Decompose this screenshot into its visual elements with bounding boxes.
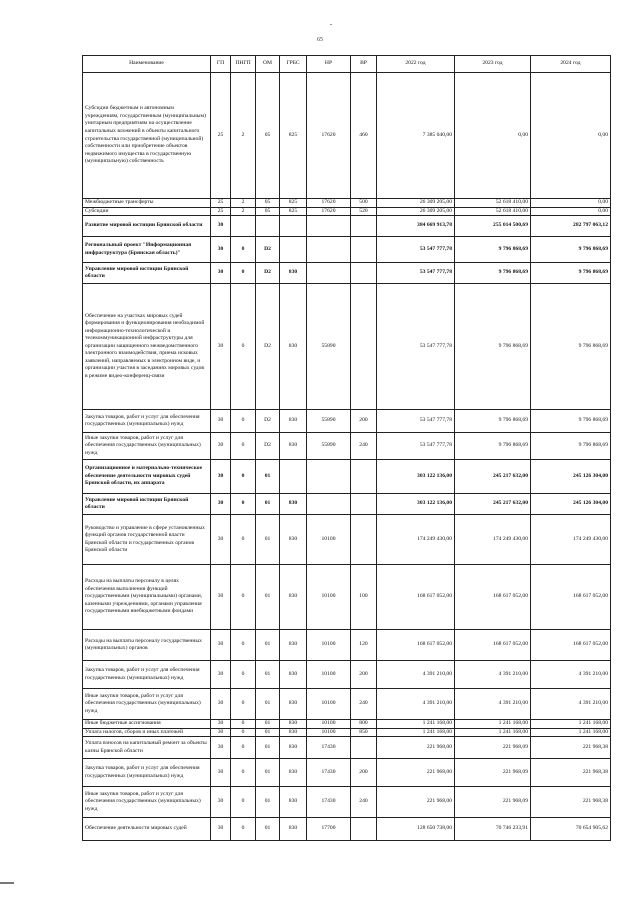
cell-gp: 30 bbox=[211, 818, 231, 841]
table-row bbox=[83, 759, 611, 787]
cell-grbs: 830 bbox=[280, 565, 307, 630]
table-row bbox=[83, 410, 611, 433]
cell-om: 01 bbox=[256, 515, 280, 565]
cell-vr bbox=[351, 460, 377, 494]
cell-y2022: 1 241 168,00 bbox=[377, 720, 455, 729]
cell-grbs bbox=[280, 460, 307, 494]
page-number: 65 bbox=[317, 37, 323, 43]
cell-grbs: 825 bbox=[280, 207, 307, 216]
table-row bbox=[83, 284, 611, 410]
cell-y2023: 0,00 bbox=[455, 73, 531, 199]
cell-y2024: 9 796 868,69 bbox=[531, 263, 611, 284]
cell-om: 05 bbox=[256, 207, 280, 216]
cell-pngp: 0 bbox=[231, 759, 256, 787]
cell-y2022: 53 547 777,78 bbox=[377, 410, 455, 433]
cell-y2023: 9 796 868,69 bbox=[455, 263, 531, 284]
cell-name: Расходы на выплаты персоналу в целях обеспечения выполнения функций государственными (муниципальными) органами, казенными учреждениями, органами управления государственными внебюджетными фондами bbox=[83, 565, 211, 630]
cell-y2022: 26 309 205,00 bbox=[377, 207, 455, 216]
cell-y2024: 0,00 bbox=[531, 207, 611, 216]
cell-pngp: 0 bbox=[231, 728, 256, 737]
cell-name: Закупка товаров, работ и услуг для обеспечения государственных (муниципальных) нужд bbox=[83, 759, 211, 787]
cell-y2024: 174 249 430,00 bbox=[531, 515, 611, 565]
cell-vr: 520 bbox=[351, 207, 377, 216]
cell-y2024: 4 391 210,00 bbox=[531, 689, 611, 720]
cell-gp: 25 bbox=[211, 207, 231, 216]
table-row bbox=[83, 689, 611, 720]
cell-pngp: 2 bbox=[231, 207, 256, 216]
cell-pngp: 0 bbox=[231, 284, 256, 410]
cell-y2022: 174 249 430,00 bbox=[377, 515, 455, 565]
cell-vr bbox=[351, 284, 377, 410]
cell-y2024: 168 617 052,00 bbox=[531, 630, 611, 661]
cell-pngp: 0 bbox=[231, 720, 256, 729]
cell-y2022: 4 391 210,00 bbox=[377, 661, 455, 689]
cell-y2022: 221 968,00 bbox=[377, 737, 455, 759]
table-header-row bbox=[83, 56, 611, 73]
cell-y2023: 245 217 632,00 bbox=[455, 460, 531, 494]
cell-nr bbox=[307, 263, 351, 284]
cell-pngp: 0 bbox=[231, 515, 256, 565]
cell-grbs: 830 bbox=[280, 433, 307, 460]
cell-nr: 17700 bbox=[307, 818, 351, 841]
cell-gp: 30 bbox=[211, 284, 231, 410]
cell-name: Руководство и управление в сфере установленных функций органов государственной власти Брянской области и государственных органов Брянской области bbox=[83, 515, 211, 565]
cell-grbs: 830 bbox=[280, 759, 307, 787]
cell-pngp: 0 bbox=[231, 237, 256, 263]
table-row bbox=[83, 720, 611, 729]
cell-om: 01 bbox=[256, 565, 280, 630]
cell-om bbox=[256, 216, 280, 237]
cell-vr bbox=[351, 737, 377, 759]
cell-grbs: 825 bbox=[280, 73, 307, 199]
cell-om: 01 bbox=[256, 460, 280, 494]
cell-name: Субсидии бюджетным и автономным учреждениям, государственным (муниципальным) унитарным предприятиям на осуществление капитальных вложений в объекты капитального строительства государственной (муниципальной) собственности или приобретение объектов недвижимого имущества в государственную (муниципальную) собственность bbox=[83, 73, 211, 199]
cell-nr: 10100 bbox=[307, 720, 351, 729]
cell-nr: 55890 bbox=[307, 433, 351, 460]
cell-name: Иные закупки товаров, работ и услуг для обеспечения государственных (муниципальных) нужд bbox=[83, 433, 211, 460]
cell-y2024: 221 968,38 bbox=[531, 787, 611, 818]
cell-pngp: 0 bbox=[231, 661, 256, 689]
cell-y2022: 7 385 040,00 bbox=[377, 73, 455, 199]
cell-y2023: 9 796 868,69 bbox=[455, 237, 531, 263]
cell-name: Субсидии bbox=[83, 207, 211, 216]
cell-y2023: 9 796 868,69 bbox=[455, 433, 531, 460]
cell-name: Закупка товаров, работ и услуг для обеспечения государственных (муниципальных) нужд bbox=[83, 410, 211, 433]
cell-grbs bbox=[280, 216, 307, 237]
cell-nr: 17430 bbox=[307, 759, 351, 787]
cell-nr: 55890 bbox=[307, 284, 351, 410]
cell-y2024: 9 796 868,69 bbox=[531, 284, 611, 410]
cell-nr: 10100 bbox=[307, 661, 351, 689]
cell-y2022: 53 547 777,78 bbox=[377, 433, 455, 460]
cell-y2024: 4 391 210,00 bbox=[531, 661, 611, 689]
cell-y2024: 1 241 168,00 bbox=[531, 728, 611, 737]
cell-y2023: 168 617 052,00 bbox=[455, 565, 531, 630]
cell-gp: 30 bbox=[211, 787, 231, 818]
cell-om: 05 bbox=[256, 199, 280, 208]
cell-pngp: 0 bbox=[231, 460, 256, 494]
cell-pngp: 0 bbox=[231, 433, 256, 460]
cell-y2024: 221 968,38 bbox=[531, 737, 611, 759]
cell-grbs bbox=[280, 237, 307, 263]
cell-gp: 30 bbox=[211, 661, 231, 689]
cell-vr bbox=[351, 818, 377, 841]
cell-pngp: 0 bbox=[231, 737, 256, 759]
cell-y2024: 9 796 868,69 bbox=[531, 433, 611, 460]
cell-y2023: 245 217 632,00 bbox=[455, 494, 531, 515]
cell-grbs: 830 bbox=[280, 818, 307, 841]
cell-om: 01 bbox=[256, 630, 280, 661]
cell-nr: 17620 bbox=[307, 73, 351, 199]
cell-grbs: 830 bbox=[280, 410, 307, 433]
cell-y2022: 384 669 913,78 bbox=[377, 216, 455, 237]
cell-vr: 200 bbox=[351, 410, 377, 433]
cell-nr bbox=[307, 216, 351, 237]
cell-pngp: 0 bbox=[231, 494, 256, 515]
cell-gp: 30 bbox=[211, 460, 231, 494]
table-row bbox=[83, 237, 611, 263]
cell-y2023: 221 968,09 bbox=[455, 787, 531, 818]
cell-gp: 30 bbox=[211, 515, 231, 565]
cell-pngp: 2 bbox=[231, 199, 256, 208]
cell-y2024: 282 797 063,12 bbox=[531, 216, 611, 237]
cell-gp: 30 bbox=[211, 759, 231, 787]
budget-table bbox=[82, 55, 611, 841]
column-header: 2022 год bbox=[377, 56, 455, 73]
cell-y2023: 9 796 868,69 bbox=[455, 284, 531, 410]
cell-y2024: 9 796 868,69 bbox=[531, 410, 611, 433]
cell-grbs: 830 bbox=[280, 630, 307, 661]
cell-om: D2 bbox=[256, 410, 280, 433]
cell-gp: 30 bbox=[211, 237, 231, 263]
cell-y2024: 168 617 052,00 bbox=[531, 565, 611, 630]
cell-y2022: 53 547 777,78 bbox=[377, 237, 455, 263]
cell-grbs: 825 bbox=[280, 199, 307, 208]
table-row bbox=[83, 73, 611, 199]
cell-y2022: 168 617 052,00 bbox=[377, 565, 455, 630]
cell-gp: 30 bbox=[211, 565, 231, 630]
cell-y2023: 221 968,09 bbox=[455, 737, 531, 759]
cell-name: Иные бюджетные ассигнования bbox=[83, 720, 211, 729]
cell-name: Региональный проект "Информационная инфраструктура (Брянская область)" bbox=[83, 237, 211, 263]
cell-nr: 17430 bbox=[307, 787, 351, 818]
cell-gp: 30 bbox=[211, 410, 231, 433]
cell-om: 01 bbox=[256, 689, 280, 720]
table-row bbox=[83, 207, 611, 216]
cell-y2023: 9 796 868,69 bbox=[455, 410, 531, 433]
cell-name: Организационное и материально-техническое обеспечение деятельности мировых судей Брянской области, их аппарата bbox=[83, 460, 211, 494]
column-header: ОМ bbox=[256, 56, 280, 73]
cell-vr: 240 bbox=[351, 787, 377, 818]
cell-name: Развитие мировой юстиции Брянской области bbox=[83, 216, 211, 237]
cell-om: 01 bbox=[256, 737, 280, 759]
cell-name: Управление мировой юстиции Брянской области bbox=[83, 494, 211, 515]
cell-nr: 10100 bbox=[307, 565, 351, 630]
table-row bbox=[83, 818, 611, 841]
cell-pngp: 0 bbox=[231, 410, 256, 433]
table-row bbox=[83, 460, 611, 494]
cell-grbs: 830 bbox=[280, 494, 307, 515]
column-header: 2024 год bbox=[531, 56, 611, 73]
cell-y2024: 221 968,38 bbox=[531, 759, 611, 787]
cell-y2022: 53 547 777,78 bbox=[377, 284, 455, 410]
cell-om: 01 bbox=[256, 661, 280, 689]
cell-gp: 25 bbox=[211, 73, 231, 199]
cell-grbs: 830 bbox=[280, 737, 307, 759]
cell-om: D2 bbox=[256, 237, 280, 263]
cell-om: D2 bbox=[256, 284, 280, 410]
cell-om: 01 bbox=[256, 818, 280, 841]
column-header: ВР bbox=[351, 56, 377, 73]
cell-gp: 30 bbox=[211, 720, 231, 729]
cell-name: Обеспечение деятельности мировых судей bbox=[83, 818, 211, 841]
cell-name: Уплата взносов на капитальный ремонт за объекты казны Брянской области bbox=[83, 737, 211, 759]
cell-y2023: 4 391 210,00 bbox=[455, 661, 531, 689]
cell-y2024: 245 126 304,00 bbox=[531, 460, 611, 494]
cell-vr: 500 bbox=[351, 199, 377, 208]
scan-edge-mark bbox=[0, 882, 14, 884]
cell-grbs: 830 bbox=[280, 689, 307, 720]
table-row bbox=[83, 199, 611, 208]
cell-y2022: 303 122 136,00 bbox=[377, 460, 455, 494]
cell-y2022: 128 650 738,00 bbox=[377, 818, 455, 841]
column-header: НР bbox=[307, 56, 351, 73]
cell-vr: 850 bbox=[351, 728, 377, 737]
cell-om: 01 bbox=[256, 494, 280, 515]
cell-gp: 30 bbox=[211, 630, 231, 661]
table-row bbox=[83, 728, 611, 737]
cell-vr: 200 bbox=[351, 661, 377, 689]
cell-y2023: 4 391 210,00 bbox=[455, 689, 531, 720]
cell-gp: 30 bbox=[211, 737, 231, 759]
cell-y2023: 168 617 052,00 bbox=[455, 630, 531, 661]
cell-pngp bbox=[231, 216, 256, 237]
cell-nr: 55890 bbox=[307, 410, 351, 433]
cell-y2024: 0,00 bbox=[531, 199, 611, 208]
cell-y2024: 1 241 168,00 bbox=[531, 720, 611, 729]
table-row bbox=[83, 263, 611, 284]
cell-om: 05 bbox=[256, 73, 280, 199]
cell-nr bbox=[307, 460, 351, 494]
cell-name: Расходы на выплаты персоналу государственных (муниципальных) органов bbox=[83, 630, 211, 661]
cell-gp: 30 bbox=[211, 689, 231, 720]
table-row bbox=[83, 661, 611, 689]
cell-y2023: 52 618 410,00 bbox=[455, 199, 531, 208]
table-row bbox=[83, 787, 611, 818]
cell-vr bbox=[351, 216, 377, 237]
cell-gp: 30 bbox=[211, 433, 231, 460]
cell-y2024: 9 796 868,69 bbox=[531, 237, 611, 263]
cell-y2023: 1 241 168,00 bbox=[455, 720, 531, 729]
cell-name: Обеспечение на участках мировых судей формирования и функционирования необходимой информационно-технологической и телекоммуникационной инфраструктуры для организации защищенного межведомственного электронного взаимодействия, приема исковых заявлений, направляемых в электронном виде, и организации участия в заседаниях мировых судов в режиме видео-конференц-связи bbox=[83, 284, 211, 410]
cell-y2022: 221 968,00 bbox=[377, 787, 455, 818]
cell-om: D2 bbox=[256, 433, 280, 460]
table-row bbox=[83, 737, 611, 759]
column-header: ГРБС bbox=[280, 56, 307, 73]
cell-y2023: 174 249 430,00 bbox=[455, 515, 531, 565]
cell-grbs: 830 bbox=[280, 787, 307, 818]
column-header: 2023 год bbox=[455, 56, 531, 73]
cell-y2022: 168 617 052,00 bbox=[377, 630, 455, 661]
cell-name: Межбюджетные трансферты bbox=[83, 199, 211, 208]
cell-nr: 17620 bbox=[307, 199, 351, 208]
cell-nr: 10100 bbox=[307, 515, 351, 565]
table-row bbox=[83, 433, 611, 460]
cell-pngp: 0 bbox=[231, 787, 256, 818]
cell-gp: 30 bbox=[211, 216, 231, 237]
cell-nr: 17430 bbox=[307, 737, 351, 759]
cell-vr: 800 bbox=[351, 720, 377, 729]
cell-name: Иные закупки товаров, работ и услуг для обеспечения государственных (муниципальных) нужд bbox=[83, 689, 211, 720]
table-row bbox=[83, 515, 611, 565]
cell-y2022: 303 122 136,00 bbox=[377, 494, 455, 515]
cell-nr bbox=[307, 494, 351, 515]
cell-grbs: 830 bbox=[280, 728, 307, 737]
cell-pngp: 0 bbox=[231, 565, 256, 630]
cell-vr bbox=[351, 263, 377, 284]
column-header: ГП bbox=[211, 56, 231, 73]
cell-y2022: 4 391 210,00 bbox=[377, 689, 455, 720]
cell-pngp: 2 bbox=[231, 73, 256, 199]
cell-name: Уплата налогов, сборов и иных платежей bbox=[83, 728, 211, 737]
cell-y2023: 1 241 168,00 bbox=[455, 728, 531, 737]
cell-y2024: 70 654 905,62 bbox=[531, 818, 611, 841]
cell-y2023: 52 618 410,00 bbox=[455, 207, 531, 216]
cell-om: 01 bbox=[256, 728, 280, 737]
cell-grbs: 830 bbox=[280, 515, 307, 565]
cell-vr: 200 bbox=[351, 759, 377, 787]
cell-grbs: 830 bbox=[280, 720, 307, 729]
cell-nr: 10100 bbox=[307, 630, 351, 661]
cell-y2022: 221 968,00 bbox=[377, 759, 455, 787]
cell-pngp: 0 bbox=[231, 689, 256, 720]
table-row bbox=[83, 630, 611, 661]
cell-om: 01 bbox=[256, 759, 280, 787]
cell-gp: 30 bbox=[211, 263, 231, 284]
cell-vr bbox=[351, 515, 377, 565]
column-header: ПНГП bbox=[231, 56, 256, 73]
cell-name: Иные закупки товаров, работ и услуг для обеспечения государственных (муниципальных) нужд bbox=[83, 787, 211, 818]
cell-vr: 460 bbox=[351, 73, 377, 199]
cell-om: D2 bbox=[256, 263, 280, 284]
cell-y2024: 245 126 304,00 bbox=[531, 494, 611, 515]
cell-grbs: 830 bbox=[280, 661, 307, 689]
cell-grbs: 830 bbox=[280, 284, 307, 410]
cell-y2023: 70 746 233,91 bbox=[455, 818, 531, 841]
cell-y2023: 221 968,09 bbox=[455, 759, 531, 787]
cell-y2022: 26 309 205,00 bbox=[377, 199, 455, 208]
cell-pngp: 0 bbox=[231, 263, 256, 284]
cell-vr bbox=[351, 494, 377, 515]
cell-nr: 10100 bbox=[307, 728, 351, 737]
cell-grbs: 830 bbox=[280, 263, 307, 284]
cell-gp: 30 bbox=[211, 494, 231, 515]
cell-y2022: 1 241 168,00 bbox=[377, 728, 455, 737]
cell-vr bbox=[351, 237, 377, 263]
cell-om: 01 bbox=[256, 787, 280, 818]
cell-vr: 100 bbox=[351, 565, 377, 630]
cell-name: Закупка товаров, работ и услуг для обеспечения государственных (муниципальных) нужд bbox=[83, 661, 211, 689]
column-header: Наименование bbox=[83, 56, 211, 73]
cell-pngp: 0 bbox=[231, 818, 256, 841]
cell-y2023: 255 014 500,69 bbox=[455, 216, 531, 237]
cell-vr: 240 bbox=[351, 433, 377, 460]
cell-nr bbox=[307, 237, 351, 263]
cell-gp: 25 bbox=[211, 199, 231, 208]
table-row bbox=[83, 565, 611, 630]
cell-pngp: 0 bbox=[231, 630, 256, 661]
cell-om: 01 bbox=[256, 720, 280, 729]
table-row bbox=[83, 494, 611, 515]
cell-name: Управление мировой юстиции Брянской области bbox=[83, 263, 211, 284]
scan-mark bbox=[330, 24, 332, 25]
cell-gp: 30 bbox=[211, 728, 231, 737]
cell-y2022: 53 547 777,78 bbox=[377, 263, 455, 284]
cell-vr: 240 bbox=[351, 689, 377, 720]
table-row bbox=[83, 216, 611, 237]
cell-nr: 17620 bbox=[307, 207, 351, 216]
cell-nr: 10100 bbox=[307, 689, 351, 720]
cell-vr: 120 bbox=[351, 630, 377, 661]
cell-y2024: 0,00 bbox=[531, 73, 611, 199]
